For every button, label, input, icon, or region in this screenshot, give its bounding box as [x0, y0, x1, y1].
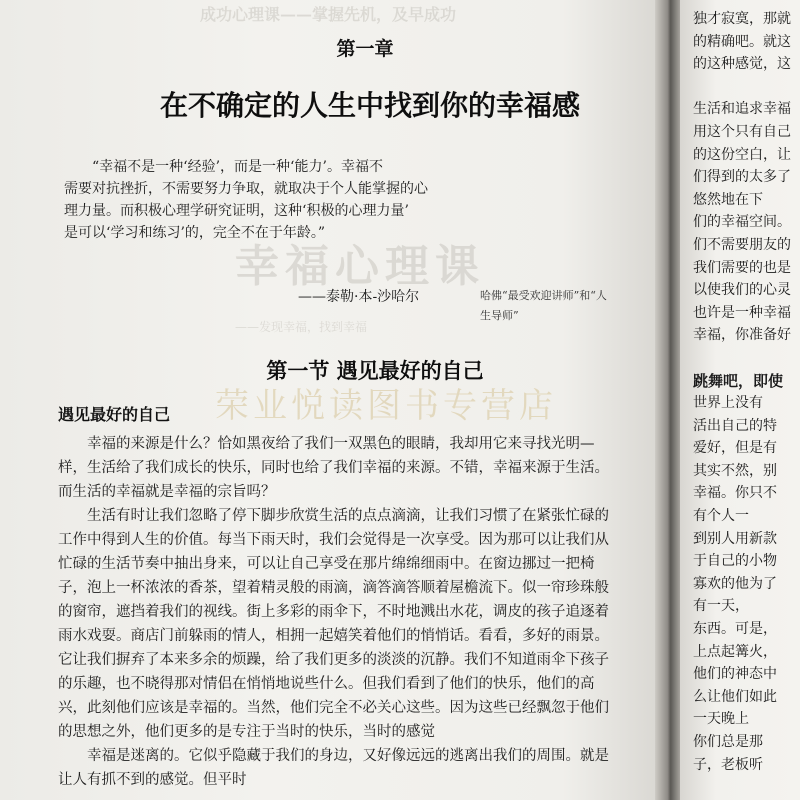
author-note: 哈佛“最受欢迎讲师”和“人生导师” — [480, 289, 607, 322]
right-page-line: 悠然地在下 — [693, 191, 763, 208]
quote-line: 理力量。而积极心理学研究证明，这种‘积极的心理力量’ — [64, 203, 409, 219]
right-page-line: 们的幸福空间。 — [693, 214, 791, 231]
body-line: 的思想之外，他们更多的是专注于当时的快乐，当时的感觉 — [58, 724, 435, 740]
right-page-line: 跳舞吧，即使 — [693, 371, 784, 390]
right-page-line: 独才寂寞，那就 — [693, 11, 791, 27]
body-line: 的乐趣，也不晓得那对情侣在悄悄地说些什么。但我们看到了他们的快乐，他们的高 — [58, 676, 595, 692]
store-watermark: 荣业悦读图书专营店 — [215, 386, 557, 426]
quote-line: “幸福不是一种‘经验’，而是一种‘能力’。幸福不 — [92, 159, 383, 175]
right-page-line: 有一天， — [693, 598, 749, 615]
right-page-line: 子，老板听 — [693, 756, 763, 773]
right-page-line: 其实不然，别 — [693, 462, 777, 479]
right-page-line: 上点起篝火， — [693, 643, 777, 660]
right-page-line: 么让他们如此 — [693, 688, 777, 705]
right-page-line: 的这份空白，让 — [693, 146, 791, 163]
epigraph-quote — [64, 156, 464, 244]
right-page-line: 活出自己的特 — [693, 417, 777, 434]
right-page-line: 东西。可是， — [693, 621, 777, 638]
body-line: 而生活的幸福就是幸福的宗旨吗？ — [58, 484, 276, 500]
right-page-line: 也许是一种幸福 — [693, 304, 791, 321]
right-page-line: 于自己的小物 — [693, 553, 777, 570]
right-page-line: 我们需要的也是 — [693, 259, 791, 276]
quote-author: ——泰勒·本-沙哈尔 — [298, 289, 420, 305]
right-page-line: 幸福，你准备好 — [693, 327, 791, 344]
right-page-line: 以使我们的心灵 — [693, 282, 791, 299]
book-gutter — [655, 0, 683, 800]
right-page-line: 有个人一 — [693, 508, 749, 525]
right-page-line: 们得到的太多了 — [693, 169, 791, 186]
body-line: 雨水戏耍。商店门前躲雨的情人，相拥一起嬉笑着他们的悄悄话。看看，多好的雨景。 — [58, 628, 609, 644]
subsection-heading: 遇见最好的自己 — [58, 405, 171, 424]
right-page-line: 用这个只有自己 — [693, 123, 791, 140]
right-page-line: 的精确吧。就这 — [693, 33, 791, 50]
chapter-label: 第一章 — [336, 38, 394, 60]
right-page-line: 们不需要朋友的 — [693, 236, 791, 253]
body-line: 子，泡上一杯浓浓的香茶，望着精灵般的雨滴，滴答滴答顺着屋檐流下。似一帘珍珠般 — [58, 580, 609, 596]
right-page-line: 到别人用新款 — [693, 530, 777, 547]
quote-line: 是可以‘学习和练习’的，完全不在于年龄。” — [64, 225, 326, 241]
right-page-line: 你们总是那 — [693, 734, 763, 750]
body-line: 忙碌的生活节奏中抽出身来，可以让自己享受在那片绵绵细雨中。在窗边挪过一把椅 — [58, 556, 595, 572]
right-page-line: 寡欢的他为了 — [693, 575, 777, 592]
body-line: 生活有时让我们忽略了停下脚步欣赏生活的点点滴滴，让我们习惯了在紧张忙碌的 — [87, 508, 609, 524]
body-line: 兴，此刻他们应该是幸福的。当然，他们完全不必关心这些。因为这些已经飘忽于他们 — [58, 700, 609, 716]
bleed-through-header: 成功心理课——掌握先机，及早成功 — [200, 5, 457, 24]
right-page-line: 生活和追求幸福 — [693, 101, 791, 118]
quote-line: 需要对抗挫折，不需要努力争取，就取决于个人能掌握的心 — [64, 181, 428, 197]
right-page-line: 世界上没有 — [693, 395, 763, 412]
right-page-line: 一天晚上 — [693, 711, 749, 728]
right-page-line: 爱好，但是有 — [693, 440, 777, 457]
right-page-line: 他们的神态中 — [693, 666, 777, 683]
body-line: 让人有抓不到的感觉。但平时 — [58, 772, 247, 788]
body-line: 它让我们摒弃了本来多余的烦躁，给了我们更多的淡淡的沉静。我们不知道雨伞下孩子 — [58, 652, 609, 668]
bleed-through-title: 幸福心理课 — [235, 241, 485, 292]
body-line: 幸福是迷离的。它似乎隐藏于我们的身边，又好像远远的逃离出我们的周围。就是 — [87, 748, 609, 764]
body-line: 幸福的来源是什么？恰如黑夜给了我们一双黑色的眼睛，我却用它来寻找光明— — [87, 436, 595, 452]
right-page-line: 的这种感觉，这 — [693, 56, 791, 73]
right-page-line: 幸福。你只不 — [693, 485, 777, 502]
body-line: 样，生活给了我们成长的快乐，同时也给了我们幸福的来源。不错，幸福来源于生活。 — [58, 460, 609, 476]
body-line: 工作中得到人生的价值。每当下雨天时，我们会觉得是一次享受。因为那可以让我们从 — [58, 532, 609, 548]
section-title: 第一节 遇见最好的自己 — [266, 359, 484, 383]
chapter-title: 在不确定的人生中找到你的幸福感 — [159, 89, 580, 122]
body-line: 的窗帘，遮挡着我们的视线。街上多彩的雨伞下，不时地溅出水花，调皮的孩子追逐着 — [58, 604, 609, 620]
right-page-line — [693, 76, 800, 99]
right-page-line — [693, 347, 800, 370]
body-text — [58, 432, 658, 792]
bleed-through-subtitle: ——发现幸福，找到幸福 — [235, 320, 368, 334]
right-page-text — [693, 8, 800, 776]
